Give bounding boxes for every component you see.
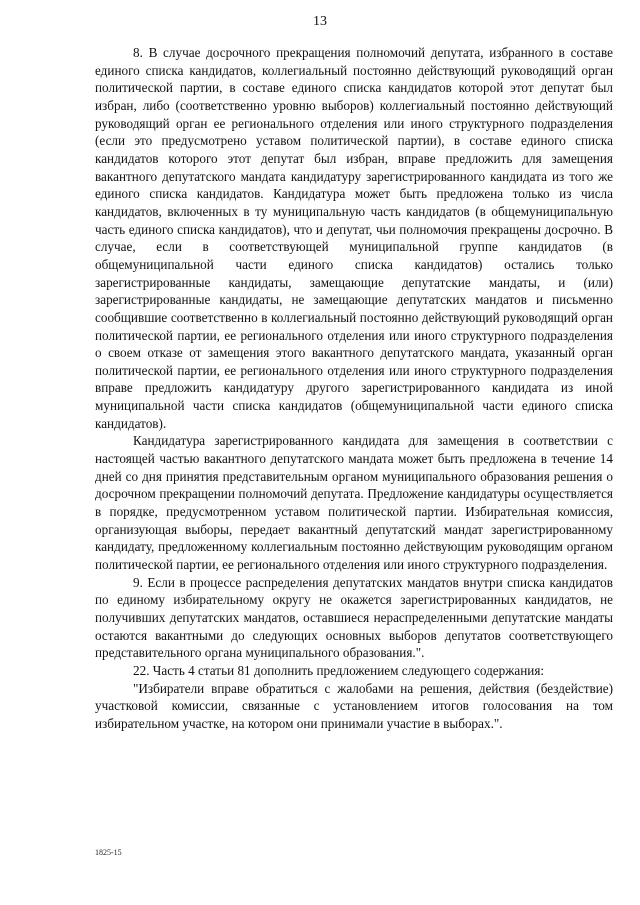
page-number: 13 <box>313 14 327 29</box>
document-code: 1825-15 <box>95 848 122 857</box>
document-body <box>95 44 613 733</box>
paragraph-quoted-amendment: "Избиратели вправе обратиться с жалобами на решения, действия (бездействие) участковой комиссии, связанные с установлением итогов голосования на том избирательном участке, на котором они принимали участие в выборах.". <box>95 680 613 731</box>
paragraph-candidate-nomination: Кандидатура зарегистрированного кандидата для замещения в соответствии с настоящей частью вакантного депутатского мандата может быть предложена в течение 14 дней со дня принятия представительным органом муниципального образования решения о досрочном прекращении полномочий депутата. Предложение кандидатуры осуществляется в порядке, предусмотренном уставом политической партии. Избирательная комиссия, организующая выборы, передает вакантный депутатский мандат зарегистрированному кандидату, предложенному коллегиальным постоянно действующим руководящим органом политической партии, ее регионального отделения или иного структурного подразделения. <box>95 433 613 573</box>
paragraph-part-9: 9. Если в процессе распределения депутатских мандатов внутри списка кандидатов по единому избирательному округу не окажется зарегистрированных кандидатов, не получивших депутатских мандатов, оставшиеся нераспределенными депутатские мандаты остаются вакантными до следующих основных выборов депутатов соответствующего представительного органа муниципального образования.". <box>95 574 613 661</box>
paragraph-part-8: 8. В случае досрочного прекращения полномочий депутата, избранного в составе единого списка кандидатов, коллегиальный постоянно действующий руководящий орган политической партии, в составе единого списка кандидатов которой этот депутат был избран, либо (соответственно уровню выборов) коллегиальный постоянно действующий руководящий орган ее регионального отделения или иного структурного подразделения (если это предусмотрено уставом политической партии), в составе единого списка кандидатов которого этот депутат был избран, вправе предложить для замещения вакантного депутатского мандата кандидатуру зарегистрированного кандидата из того же единого списка кандидатов. Кандидатура может быть предложена только из числа кандидатов, включенных в ту муниципальную часть кандидатов (в общемуниципальную часть единого списка кандидатов), что и депутат, чьи полномочия прекращены досрочно. В случае, если в соответствующей муниципальной группе кандидатов (в общемуниципальной части единого списка кандидатов) остались только зарегистрированные кандидаты, замещающие депутатские мандаты, и (или) зарегистрированные кандидаты, не замещающие депутатских мандатов и письменно сообщившие соответственно в коллегиальный постоянно действующий руководящий орган политической партии, ее регионального отделения или иного структурного подразделения о своем отказе от замещения этого вакантного депутатского мандата, указанный орган политической партии, ее регионального отделения или иного структурного подразделения вправе предложить кандидатуру другого зарегистрированного кандидата из иной муниципальной части списка кандидатов (общемуниципальной части единого списка кандидатов). <box>95 45 613 431</box>
paragraph-item-22: 22. Часть 4 статьи 81 дополнить предложением следующего содержания: <box>133 662 545 678</box>
